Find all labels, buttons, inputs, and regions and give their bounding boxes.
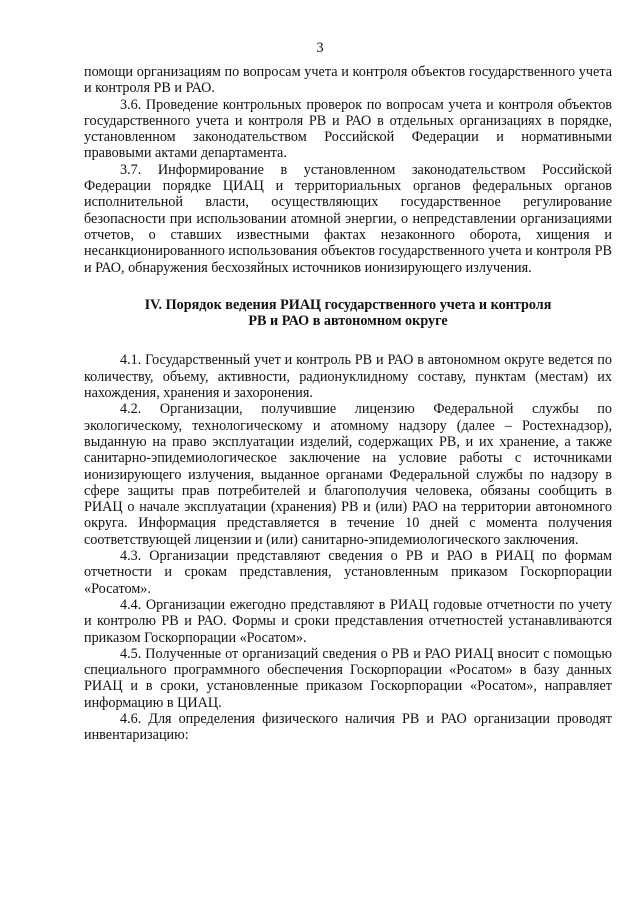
page-number: 3 — [316, 40, 324, 56]
section-heading-line-1: IV. Порядок ведения РИАЦ государственного учета и контроля — [144, 296, 552, 313]
paragraph-continuation: помощи организациям по вопросам учета и контроля объектов государственного учета и контроля РВ и РАО. — [84, 64, 612, 97]
paragraph-3-7: 3.7. Информирование в установленном законодательством Российской Федерации порядке ЦИАЦ и территориальных органов федеральных органов исполнительной власти, осуществляющих государственное регулирование безопасности при использовании атомной энергии, о непредставлении организациями отчетов, о ставших известными фактах незаконного оборота, хищения и несанкционированного использования объектов государственного учета и контроля РВ и РАО, обнаружения бесхозяйных источников ионизирующего излучения. — [84, 161, 612, 276]
paragraph-4-2: 4.2. Организации, получившие лицензию Федеральной службы по экологическому, технологическому и атомному надзору (далее – Ростехнадзор), выданную на право эксплуатации изделий, содержащих РВ, и их хранение, а также санитарно-эпидемиологическое заключение на условие работы с источниками ионизирующего излучения, выданное органами Федеральной службы по надзору в сфере защиты прав потребителей и благополучия человека, обязаны сообщить в РИАЦ о начале эксплуатации (хранения) РВ и (или) РАО на территории автономного округа. Информация представляется в течение 10 дней с момента получения соответствующей лицензии и (или) санитарно-эпидемиологического заключения. — [84, 401, 612, 548]
paragraph-3-6: 3.6. Проведение контрольных проверок по вопросам учета и контроля объектов государственного учета и контроля РВ и РАО в отдельных организациях в порядке, установленном законодательством Российской Федерации и нормативными правовыми актами департамента. — [84, 96, 612, 162]
paragraph-4-6: 4.6. Для определения физического наличия РВ и РАО организации проводят инвентаризацию: — [84, 710, 612, 744]
paragraph-4-3: 4.3. Организации представляют сведения о РВ и РАО в РИАЦ по формам отчетности и срокам представления, установленным приказом Госкорпорации «Росатом». — [84, 548, 612, 597]
section-heading-line-2: РВ и РАО в автономном округе — [248, 313, 448, 330]
section-heading — [84, 297, 612, 330]
document-body — [84, 64, 612, 744]
paragraph-4-4: 4.4. Организации ежегодно представляют в РИАЦ годовые отчетности по учету и контролю РВ и РАО. Формы и сроки представления отчетностей устанавливаются приказом Госкорпорации «Росатом». — [84, 596, 612, 646]
paragraph-4-5: 4.5. Полученные от организаций сведения о РВ и РАО РИАЦ вносит с помощью специального программного обеспечения Госкорпорации «Росатом» в базу данных РИАЦ и в сроки, установленные приказом Госкорпорации «Росатом», направляет информацию в ЦИАЦ. — [84, 645, 612, 711]
paragraph-4-1: 4.1. Государственный учет и контроль РВ и РАО в автономном округе ведется по количеству, объему, активности, радионуклидному составу, пунктам (местам) их нахождения, хранения и захоронения. — [84, 352, 612, 402]
